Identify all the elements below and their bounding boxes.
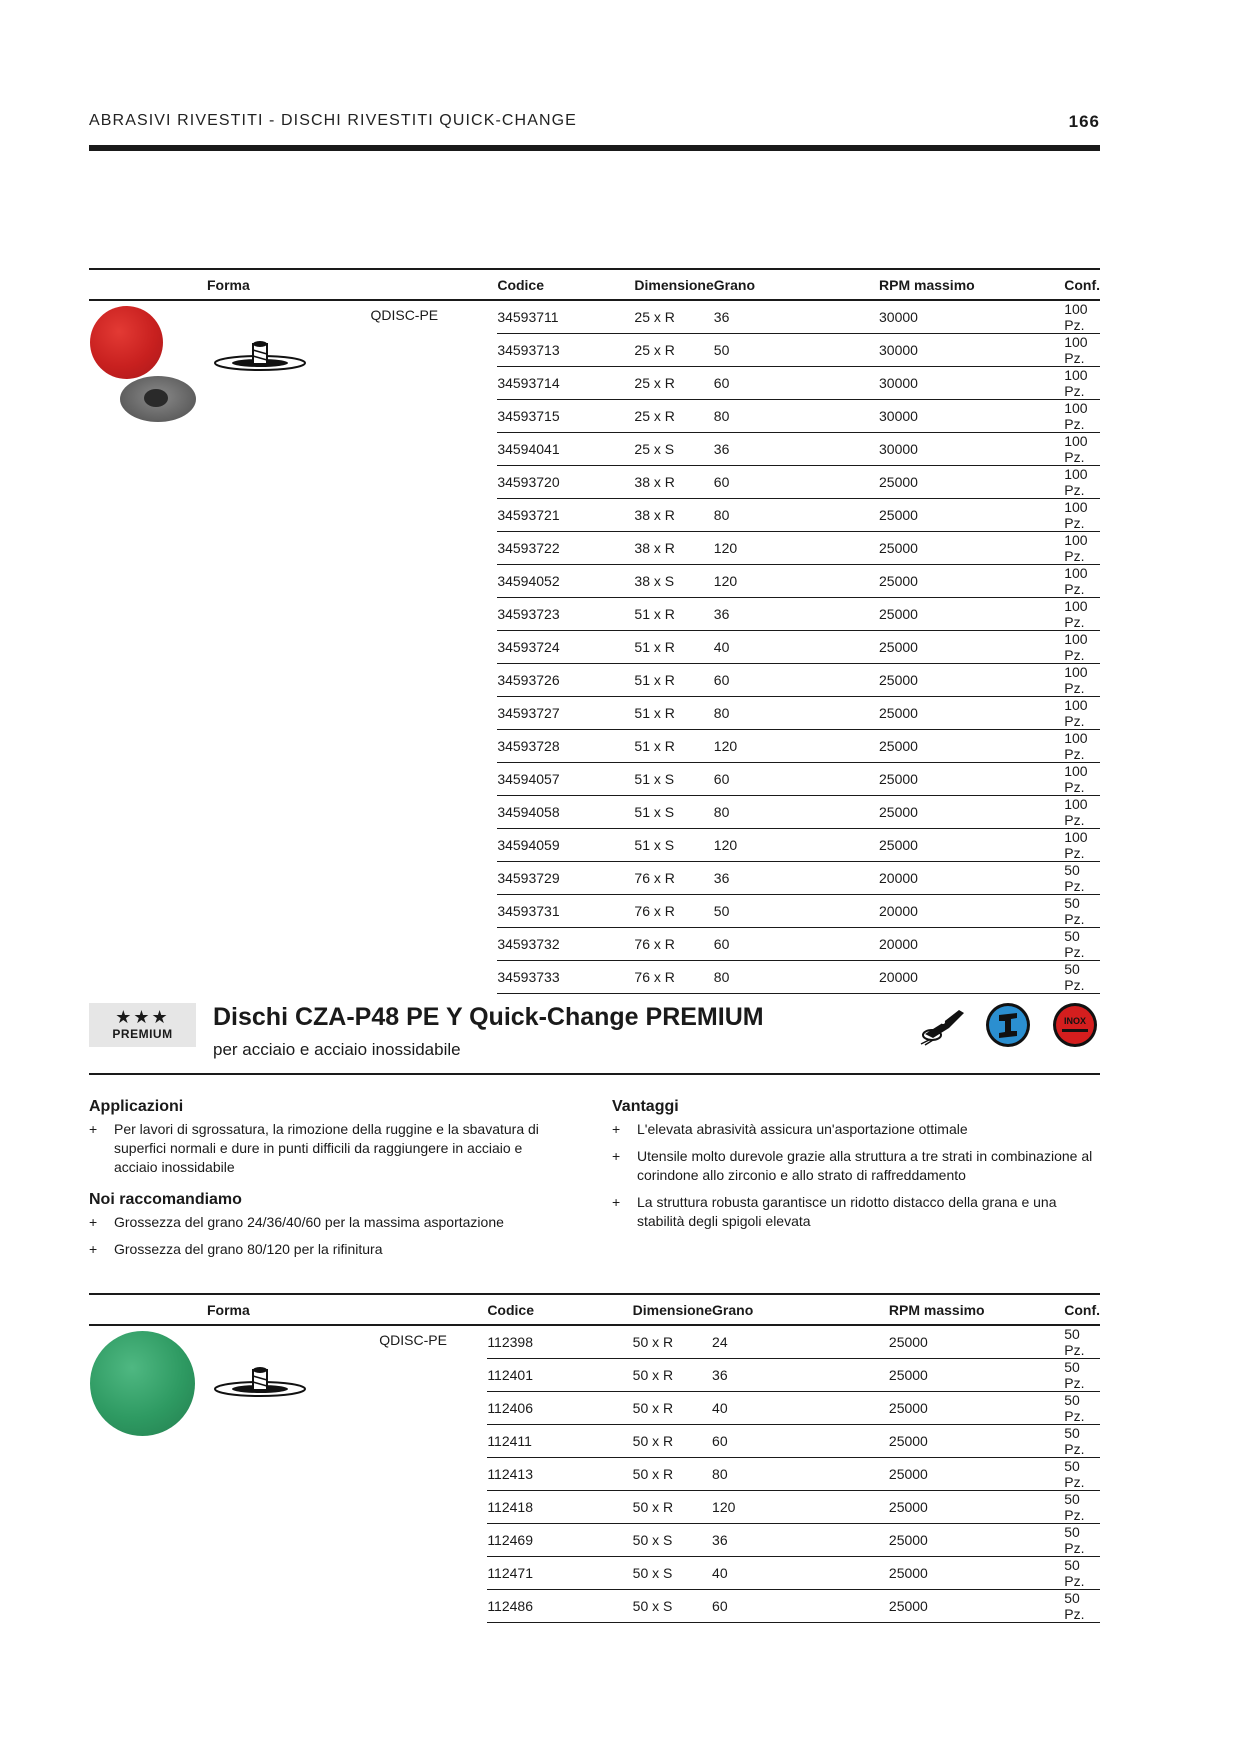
cell-rpm: 25000 [879, 829, 1064, 862]
cell-rpm: 25000 [879, 466, 1064, 499]
cell-grano: 36 [712, 1359, 889, 1392]
cell-codice: 112471 [487, 1557, 632, 1590]
cell-codice: 34594058 [497, 796, 634, 829]
product-title: Dischi CZA-P48 PE Y Quick-Change PREMIUM [213, 1003, 764, 1031]
cell-conf: 50 Pz. [1064, 895, 1100, 928]
disc-backing-image [120, 376, 196, 422]
cell-dimensione: 51 x R [634, 697, 713, 730]
cell-grano: 120 [714, 532, 879, 565]
cell-dimensione: 25 x S [634, 433, 713, 466]
col-header-conf: Conf. [1064, 269, 1100, 300]
cell-rpm: 25000 [879, 598, 1064, 631]
cell-rpm: 25000 [879, 730, 1064, 763]
cell-codice: 112401 [487, 1359, 632, 1392]
cell-grano: 120 [714, 565, 879, 598]
col-header-forma: Forma [89, 269, 370, 300]
cell-dimensione: 25 x R [634, 400, 713, 433]
cell-grano: 60 [714, 928, 879, 961]
cell-codice: 112418 [487, 1491, 632, 1524]
applicazioni-heading: Applicazioni [89, 1098, 184, 1115]
cell-dimensione: 51 x S [634, 763, 713, 796]
col-header-rpm: RPM massimo [879, 269, 1064, 300]
inox-icon [1053, 1003, 1097, 1047]
bullet-symbol: + [612, 1148, 621, 1164]
inox-label: INOX [1063, 1016, 1086, 1026]
bullet-symbol: + [612, 1194, 621, 1210]
cell-dimensione: 76 x R [634, 862, 713, 895]
cell-rpm: 25000 [879, 532, 1064, 565]
cell-codice: 34593732 [497, 928, 634, 961]
cell-grano: 40 [712, 1392, 889, 1425]
cell-codice: 34593723 [497, 598, 634, 631]
cell-conf: 50 Pz. [1064, 1557, 1100, 1590]
cell-dimensione: 25 x R [634, 334, 713, 367]
premium-label: PREMIUM [112, 1027, 173, 1041]
cell-codice: 34593711 [497, 300, 634, 334]
header-title: ABRASIVI RIVESTITI - DISCHI RIVESTITI QUICK-CHANGE [89, 112, 577, 129]
cell-conf: 50 Pz. [1064, 1359, 1100, 1392]
page-number: 166 [1068, 112, 1100, 131]
cell-rpm: 20000 [879, 895, 1064, 928]
col-header-codice: Codice [497, 269, 634, 300]
cell-conf: 100 Pz. [1064, 466, 1100, 499]
cell-codice: 34593726 [497, 664, 634, 697]
cell-dimensione: 76 x R [634, 961, 713, 994]
cell-grano: 60 [714, 367, 879, 400]
cell-rpm: 25000 [879, 664, 1064, 697]
bullet-symbol: + [89, 1241, 98, 1257]
product-table-2 [89, 1293, 1100, 1623]
raccomandiamo-block [89, 1190, 569, 1267]
cell-dimensione: 50 x R [633, 1491, 712, 1524]
red-abrasive-disc-image [90, 306, 163, 379]
cell-rpm: 25000 [879, 763, 1064, 796]
cell-rpm: 25000 [879, 697, 1064, 730]
cell-rpm: 25000 [879, 796, 1064, 829]
cell-rpm: 25000 [889, 1557, 1064, 1590]
table-header-row [89, 269, 1100, 300]
cell-grano: 36 [714, 862, 879, 895]
product-section-header [89, 1003, 1100, 1075]
col-header-grano: Grano [714, 269, 879, 300]
cell-conf: 100 Pz. [1064, 664, 1100, 697]
cell-rpm: 20000 [879, 928, 1064, 961]
cell-dimensione: 50 x R [633, 1392, 712, 1425]
cell-dimensione: 51 x R [634, 664, 713, 697]
qdisc-pe-diagram-icon [213, 1364, 309, 1404]
col-header-shape [370, 269, 497, 300]
angle-grinder-icon [919, 1004, 967, 1046]
cell-codice: 112406 [487, 1392, 632, 1425]
col-header-dimensione: Dimensione [633, 1294, 712, 1325]
premium-badge [89, 1003, 196, 1047]
cell-grano: 36 [714, 433, 879, 466]
cell-conf: 100 Pz. [1064, 697, 1100, 730]
vantaggi-heading: Vantaggi [612, 1098, 679, 1115]
cell-rpm: 25000 [889, 1458, 1064, 1491]
cell-rpm: 25000 [889, 1524, 1064, 1557]
table-row [89, 300, 1100, 334]
cell-rpm: 20000 [879, 961, 1064, 994]
cell-dimensione: 50 x S [633, 1557, 712, 1590]
cell-conf: 100 Pz. [1064, 631, 1100, 664]
col-header-codice: Codice [487, 1294, 632, 1325]
green-abrasive-disc-image [90, 1331, 195, 1436]
cell-codice: 34593727 [497, 697, 634, 730]
cell-codice: 34593733 [497, 961, 634, 994]
cell-conf: 50 Pz. [1064, 1491, 1100, 1524]
cell-conf: 50 Pz. [1064, 1590, 1100, 1623]
cell-grano: 80 [714, 400, 879, 433]
cell-rpm: 25000 [879, 565, 1064, 598]
cell-dimensione: 51 x S [634, 829, 713, 862]
shape-label: QDISC-PE [379, 1332, 447, 1348]
col-header-conf: Conf. [1064, 1294, 1100, 1325]
cell-rpm: 25000 [889, 1425, 1064, 1458]
table-row [89, 1325, 1100, 1359]
cell-conf: 100 Pz. [1064, 433, 1100, 466]
cell-grano: 80 [712, 1458, 889, 1491]
cell-dimensione: 50 x R [633, 1458, 712, 1491]
cell-rpm: 30000 [879, 433, 1064, 466]
cell-conf: 50 Pz. [1064, 1392, 1100, 1425]
cell-grano: 60 [714, 466, 879, 499]
cell-dimensione: 51 x R [634, 730, 713, 763]
applicazioni-block [89, 1097, 569, 1185]
raccomandiamo-heading: Noi raccomandiamo [89, 1191, 242, 1208]
cell-codice: 34593722 [497, 532, 634, 565]
cell-codice: 34594052 [497, 565, 634, 598]
cell-conf: 100 Pz. [1064, 400, 1100, 433]
shape-label: QDISC-PE [370, 307, 439, 323]
cell-rpm: 30000 [879, 300, 1064, 334]
cell-grano: 60 [712, 1590, 889, 1623]
cell-conf: 100 Pz. [1064, 829, 1100, 862]
cell-conf: 100 Pz. [1064, 730, 1100, 763]
steel-beam-icon [986, 1003, 1030, 1047]
cell-grano: 80 [714, 499, 879, 532]
cell-conf: 50 Pz. [1064, 1458, 1100, 1491]
cell-grano: 120 [712, 1491, 889, 1524]
cell-conf: 100 Pz. [1064, 334, 1100, 367]
bullet-symbol: + [612, 1121, 621, 1137]
cell-codice: 34594057 [497, 763, 634, 796]
cell-grano: 80 [714, 796, 879, 829]
cell-grano: 50 [714, 895, 879, 928]
cell-rpm: 25000 [889, 1491, 1064, 1524]
cell-rpm: 25000 [879, 499, 1064, 532]
cell-conf: 100 Pz. [1064, 598, 1100, 631]
bullet-symbol: + [89, 1214, 98, 1230]
cell-dimensione: 50 x R [633, 1325, 712, 1359]
cell-codice: 34593715 [497, 400, 634, 433]
cell-rpm: 20000 [879, 862, 1064, 895]
list-item: + Utensile molto durevole grazie alla struttura a tre strati in combinazione al corindone allo zirconio e allo strato di raffreddamento [612, 1148, 1093, 1183]
qdisc-pe-diagram-icon [213, 338, 309, 378]
cell-codice: 112411 [487, 1425, 632, 1458]
cell-conf: 100 Pz. [1064, 796, 1100, 829]
cell-codice: 34593728 [497, 730, 634, 763]
cell-grano: 36 [712, 1524, 889, 1557]
cell-codice: 34593721 [497, 499, 634, 532]
cell-rpm: 30000 [879, 334, 1064, 367]
cell-rpm: 25000 [889, 1590, 1064, 1623]
cell-conf: 100 Pz. [1064, 367, 1100, 400]
cell-grano: 60 [714, 664, 879, 697]
cell-rpm: 25000 [889, 1359, 1064, 1392]
col-header-grano: Grano [712, 1294, 889, 1325]
list-item: + Grossezza del grano 24/36/40/60 per la massima asportazione [89, 1214, 504, 1230]
cell-rpm: 25000 [889, 1325, 1064, 1359]
cell-codice: 112398 [487, 1325, 632, 1359]
cell-rpm: 25000 [889, 1392, 1064, 1425]
cell-grano: 36 [714, 300, 879, 334]
cell-rpm: 25000 [879, 631, 1064, 664]
cell-codice: 34593729 [497, 862, 634, 895]
list-item: + L'elevata abrasività assicura un'asportazione ottimale [612, 1121, 968, 1137]
cell-dimensione: 38 x R [634, 532, 713, 565]
cell-dimensione: 38 x R [634, 466, 713, 499]
cell-conf: 50 Pz. [1064, 928, 1100, 961]
cell-dimensione: 50 x R [633, 1359, 712, 1392]
col-header-rpm: RPM massimo [889, 1294, 1064, 1325]
cell-conf: 50 Pz. [1064, 1325, 1100, 1359]
cell-conf: 50 Pz. [1064, 1524, 1100, 1557]
cell-codice: 34593724 [497, 631, 634, 664]
cell-conf: 50 Pz. [1064, 961, 1100, 994]
cell-dimensione: 76 x R [634, 895, 713, 928]
cell-grano: 60 [712, 1425, 889, 1458]
list-item: + Grossezza del grano 80/120 per la rifinitura [89, 1241, 383, 1257]
cell-grano: 40 [712, 1557, 889, 1590]
cell-dimensione: 25 x R [634, 367, 713, 400]
cell-codice: 112413 [487, 1458, 632, 1491]
cell-dimensione: 50 x S [633, 1524, 712, 1557]
cell-codice: 34593731 [497, 895, 634, 928]
cell-grano: 36 [714, 598, 879, 631]
cell-dimensione: 38 x S [634, 565, 713, 598]
cell-grano: 24 [712, 1325, 889, 1359]
list-item: + Per lavori di sgrossatura, la rimozione della ruggine e la sbavatura di superfici normali e dure in punti difficili da raggiungere in acciaio e acciaio inossidabile [89, 1121, 539, 1175]
bullet-symbol: + [89, 1121, 98, 1137]
cell-dimensione: 51 x R [634, 598, 713, 631]
cell-codice: 34593720 [497, 466, 634, 499]
cell-rpm: 30000 [879, 400, 1064, 433]
cell-conf: 100 Pz. [1064, 499, 1100, 532]
col-header-shape [379, 1294, 487, 1325]
cell-grano: 120 [714, 829, 879, 862]
cell-codice: 112469 [487, 1524, 632, 1557]
cell-conf: 50 Pz. [1064, 1425, 1100, 1458]
cell-dimensione: 50 x S [633, 1590, 712, 1623]
cell-conf: 100 Pz. [1064, 300, 1100, 334]
cell-conf: 100 Pz. [1064, 763, 1100, 796]
list-item: + La struttura robusta garantisce un ridotto distacco della grana e una stabilità degli spigoli elevata [612, 1194, 1057, 1229]
cell-dimensione: 76 x R [634, 928, 713, 961]
cell-grano: 120 [714, 730, 879, 763]
cell-grano: 80 [714, 961, 879, 994]
cell-conf: 50 Pz. [1064, 862, 1100, 895]
cell-conf: 100 Pz. [1064, 532, 1100, 565]
cell-grano: 40 [714, 631, 879, 664]
cell-dimensione: 50 x R [633, 1425, 712, 1458]
product-subtitle: per acciaio e acciaio inossidabile [213, 1040, 461, 1059]
table-header-row [89, 1294, 1100, 1325]
cell-dimensione: 38 x R [634, 499, 713, 532]
cell-codice: 34594059 [497, 829, 634, 862]
vantaggi-block [612, 1097, 1107, 1239]
cell-conf: 100 Pz. [1064, 565, 1100, 598]
premium-stars: ★★★ [115, 1007, 170, 1027]
cell-grano: 60 [714, 763, 879, 796]
cell-codice: 112486 [487, 1590, 632, 1623]
cell-dimensione: 25 x R [634, 300, 713, 334]
section-rule [89, 1073, 1100, 1075]
header-rule [89, 145, 1100, 151]
cell-codice: 34593713 [497, 334, 634, 367]
page-header [89, 112, 1100, 152]
cell-dimensione: 51 x S [634, 796, 713, 829]
col-header-dimensione: Dimensione [634, 269, 713, 300]
cell-rpm: 30000 [879, 367, 1064, 400]
col-header-forma: Forma [89, 1294, 379, 1325]
cell-codice: 34593714 [497, 367, 634, 400]
cell-dimensione: 51 x R [634, 631, 713, 664]
cell-grano: 80 [714, 697, 879, 730]
cell-grano: 50 [714, 334, 879, 367]
cell-codice: 34594041 [497, 433, 634, 466]
